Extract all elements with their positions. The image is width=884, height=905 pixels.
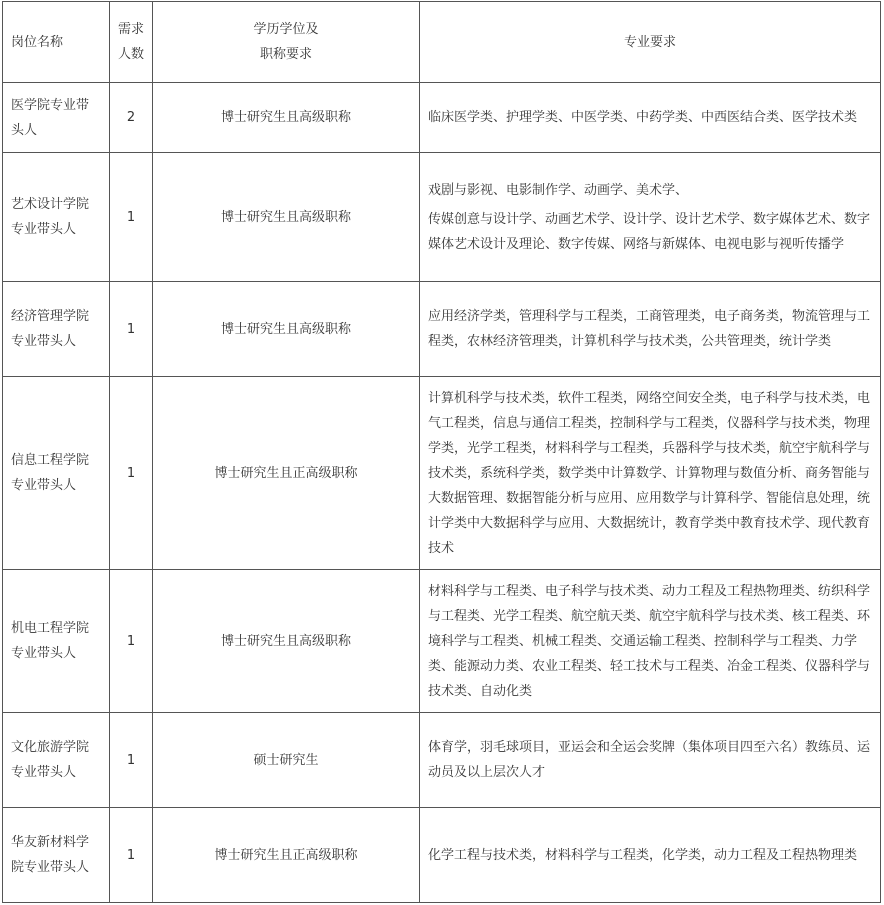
- major-text: 应用经济学类，管理科学与工程类，工商管理类，电子商务类，物流管理与工程类，农林经济管理类，计算机科学与技术类，公共管理类，统计学类: [428, 309, 871, 349]
- cell-major: [420, 153, 881, 282]
- table-row: [3, 570, 881, 713]
- header-count-line1: 需求: [117, 22, 144, 37]
- cell-count: 2: [110, 83, 153, 153]
- cell-count: 1: [110, 570, 153, 713]
- major-text: 体育学，羽毛球项目，亚运会和全运会奖牌（集体项目四至六名）教练员、运动员及以上层次人才: [428, 740, 871, 780]
- cell-major: [420, 282, 881, 377]
- header-edu-line1: 学历学位及: [253, 22, 319, 37]
- cell-major: [420, 83, 881, 153]
- cell-count: 1: [110, 153, 153, 282]
- header-edu-line2: 职称要求: [259, 47, 312, 62]
- header-count-line2: 人数: [117, 47, 144, 62]
- cell-major: [420, 713, 881, 808]
- table-row: [3, 153, 881, 282]
- cell-major: [420, 808, 881, 903]
- cell-education: 硕士研究生: [153, 713, 420, 808]
- cell-education: 博士研究生且高级职称: [153, 570, 420, 713]
- cell-position: 经济管理学院专业带头人: [3, 282, 110, 377]
- major-text-2: 传媒创意与设计学、动画艺术学、设计学、设计艺术学、数字媒体艺术、数字媒体艺术设计及理论、数字传媒、网络与新媒体、电视电影与视听传播学: [428, 211, 871, 252]
- header-position: 岗位名称: [3, 2, 110, 83]
- cell-position: 华友新材料学院专业带头人: [3, 808, 110, 903]
- table-row: [3, 282, 881, 377]
- table-row: [3, 377, 881, 570]
- header-count: [110, 2, 153, 83]
- cell-count: 1: [110, 808, 153, 903]
- table-row: [3, 713, 881, 808]
- table-row: [3, 83, 881, 153]
- header-major: 专业要求: [420, 2, 881, 83]
- cell-count: 1: [110, 282, 153, 377]
- major-text: 计算机科学与技术类，软件工程类，网络空间安全类，电子科学与技术类，电气工程类，信息与通信工程类，控制科学与工程类，仪器科学与技术类，物理学类，光学工程类，材料科学与工程类，兵器科学与技术类，航空宇航科学与技术类，系统科学类，数学类中计算数学、计算物理与数值分析、商务智能与大数据管理、数据智能分析与应用、应用数学与计算科学、智能信息处理，统计学类中大数据科学与应用、大数据统计，教育学类中教育技术学、现代教育技术: [428, 390, 871, 556]
- cell-count: 1: [110, 713, 153, 808]
- major-text: 化学工程与技术类，材料科学与工程类，化学类，动力工程及工程热物理类: [428, 847, 858, 863]
- table-row: [3, 808, 881, 903]
- table-header-row: [3, 2, 881, 83]
- cell-education: 博士研究生且高级职称: [153, 83, 420, 153]
- cell-position: 机电工程学院专业带头人: [3, 570, 110, 713]
- cell-education: 博士研究生且正高级职称: [153, 377, 420, 570]
- cell-education: 博士研究生且高级职称: [153, 282, 420, 377]
- cell-position: 医学院专业带头人: [3, 83, 110, 153]
- cell-major: [420, 377, 881, 570]
- cell-major: [420, 570, 881, 713]
- cell-count: 1: [110, 377, 153, 570]
- recruitment-table: [2, 1, 881, 903]
- cell-position: 文化旅游学院专业带头人: [3, 713, 110, 808]
- major-text: 材料科学与工程类、电子科学与技术类、动力工程及工程热物理类、纺织科学与工程类、光学工程类、航空航天类、航空宇航科学与技术类、核工程类、环境科学与工程类、机械工程类、交通运输工程类、控制科学与工程类、力学类、能源动力类、农业工程类、轻工技术与工程类、冶金工程类、仪器科学与技术类、自动化类: [428, 583, 871, 699]
- cell-education: 博士研究生且正高级职称: [153, 808, 420, 903]
- header-education: [153, 2, 420, 83]
- major-text: 戏剧与影视、电影制作学、动画学、美术学、: [428, 182, 689, 198]
- cell-education: 博士研究生且高级职称: [153, 153, 420, 282]
- cell-position: 信息工程学院专业带头人: [3, 377, 110, 570]
- major-text: 临床医学类、护理学类、中医学类、中药学类、中西医结合类、医学技术类: [428, 110, 858, 125]
- cell-position: 艺术设计学院专业带头人: [3, 153, 110, 282]
